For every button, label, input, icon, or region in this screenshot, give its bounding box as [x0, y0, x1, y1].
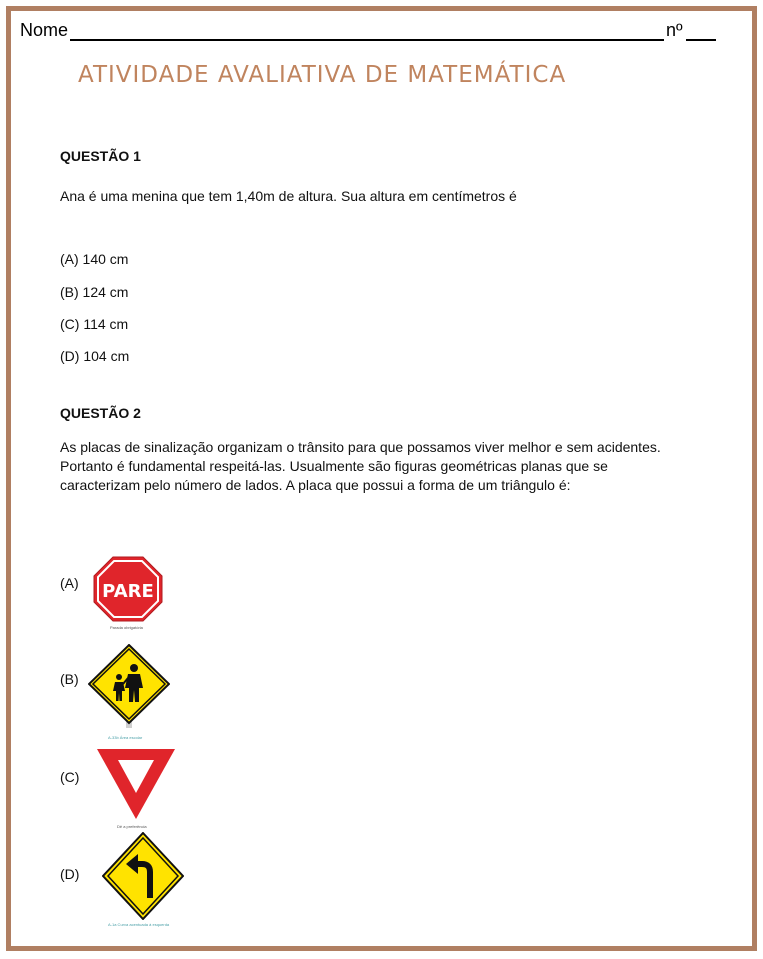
question2-option-c-label: (C) — [60, 769, 80, 785]
yield-sign-icon — [96, 748, 176, 820]
student-header — [20, 18, 720, 42]
page-title: ATIVIDADE AVALIATIVA DE MATEMÁTICA — [78, 62, 567, 88]
stop-sign-text: PARE — [102, 581, 154, 602]
sign-b-caption: A-33b Área escolar — [108, 735, 143, 740]
name-label: Nome — [20, 20, 69, 40]
sign-c-caption: Dê a preferência — [117, 824, 147, 829]
question1-heading: QUESTÃO 1 — [60, 148, 141, 164]
question1-option-d: (D) 104 cm — [60, 348, 130, 364]
number-blank-line — [686, 39, 716, 41]
question2-text-line-2: Portanto é fundamental respeitá-las. Usualmente são figuras geométricas planas que se — [60, 458, 608, 474]
school-zone-sign-icon — [88, 644, 170, 734]
stop-sign-icon — [93, 556, 163, 622]
question1-option-b: (B) 124 cm — [60, 284, 129, 300]
question2-heading: QUESTÃO 2 — [60, 405, 141, 421]
sign-d-caption: A-1a Curva acentuada à esquerda — [108, 922, 170, 927]
question2-text-line-3: caracterizam pelo número de lados. A placa que possui a forma de um triângulo é: — [60, 477, 571, 493]
left-curve-sign-icon — [102, 832, 184, 920]
question2-text-line-1: As placas de sinalização organizam o trânsito para que possamos viver melhor e sem acidentes. — [60, 439, 661, 455]
question2-option-d-label: (D) — [60, 866, 80, 882]
name-blank-line — [70, 39, 664, 41]
question1-option-a: (A) 140 cm — [60, 251, 129, 267]
question2-option-b-label: (B) — [60, 671, 79, 687]
sign-a-caption: Parada obrigatória — [110, 625, 143, 630]
question2-option-a-label: (A) — [60, 575, 79, 591]
question1-option-c: (C) 114 cm — [60, 316, 129, 332]
number-label: nº — [666, 20, 683, 40]
question1-text: Ana é uma menina que tem 1,40m de altura. Sua altura em centímetros é — [60, 188, 517, 204]
